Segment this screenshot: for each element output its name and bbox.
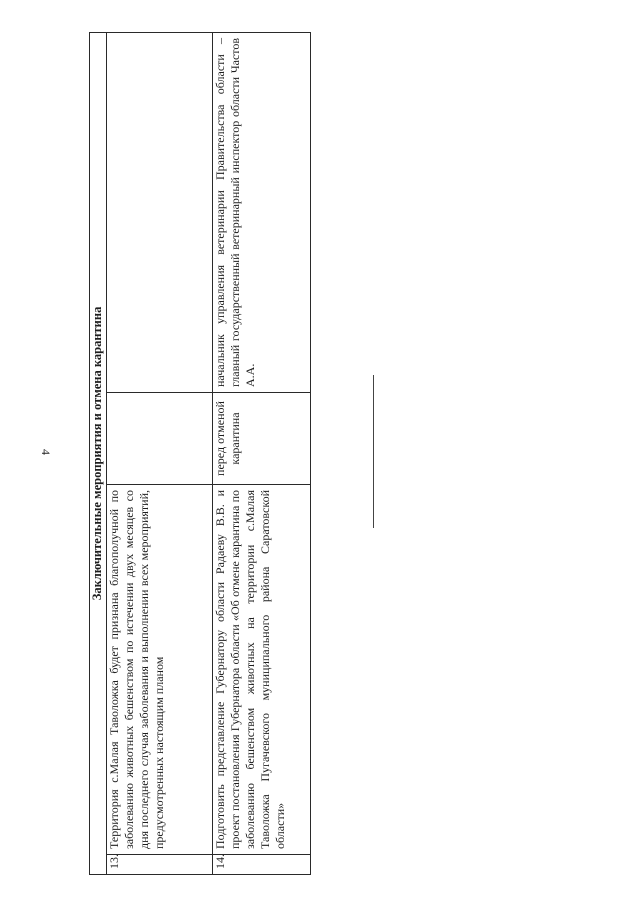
row-term: перед отменой карантина (213, 393, 311, 485)
plan-table-wrapper (89, 33, 311, 875)
table-row (107, 32, 213, 874)
row-number: 14. (213, 855, 311, 875)
row-number: 13. (107, 855, 213, 875)
row-description: Подготовить представление Губернатору области Радаеву В.В. и проект постановления Губернатора области «Об отмене карантина по заболеванию бешенством животных на территории с.Малая Таволожка Пугачевского муниципального района Саратовской области» (213, 485, 311, 855)
section-header-row (90, 32, 107, 874)
page-number: 4 (39, 449, 53, 455)
row-responsible (107, 32, 213, 392)
signature-line (373, 375, 374, 528)
row-description: Территория с.Малая Таволожка будет признана благополучной по заболеванию животных бешенством по истечении двух месяцев со дня последнего случая заболевания и выполнении всех мероприятий, предусмотренных настоящим планом (107, 485, 213, 855)
plan-table (89, 32, 311, 875)
row-term (107, 393, 213, 485)
row-responsible: начальник управления ветеринарии Правительства области – главный государственный ветеринарный инспектор области Частов А.А. (213, 32, 311, 392)
section-header: Заключительные мероприятия и отмена карантина (90, 32, 107, 874)
table-row (213, 32, 311, 874)
